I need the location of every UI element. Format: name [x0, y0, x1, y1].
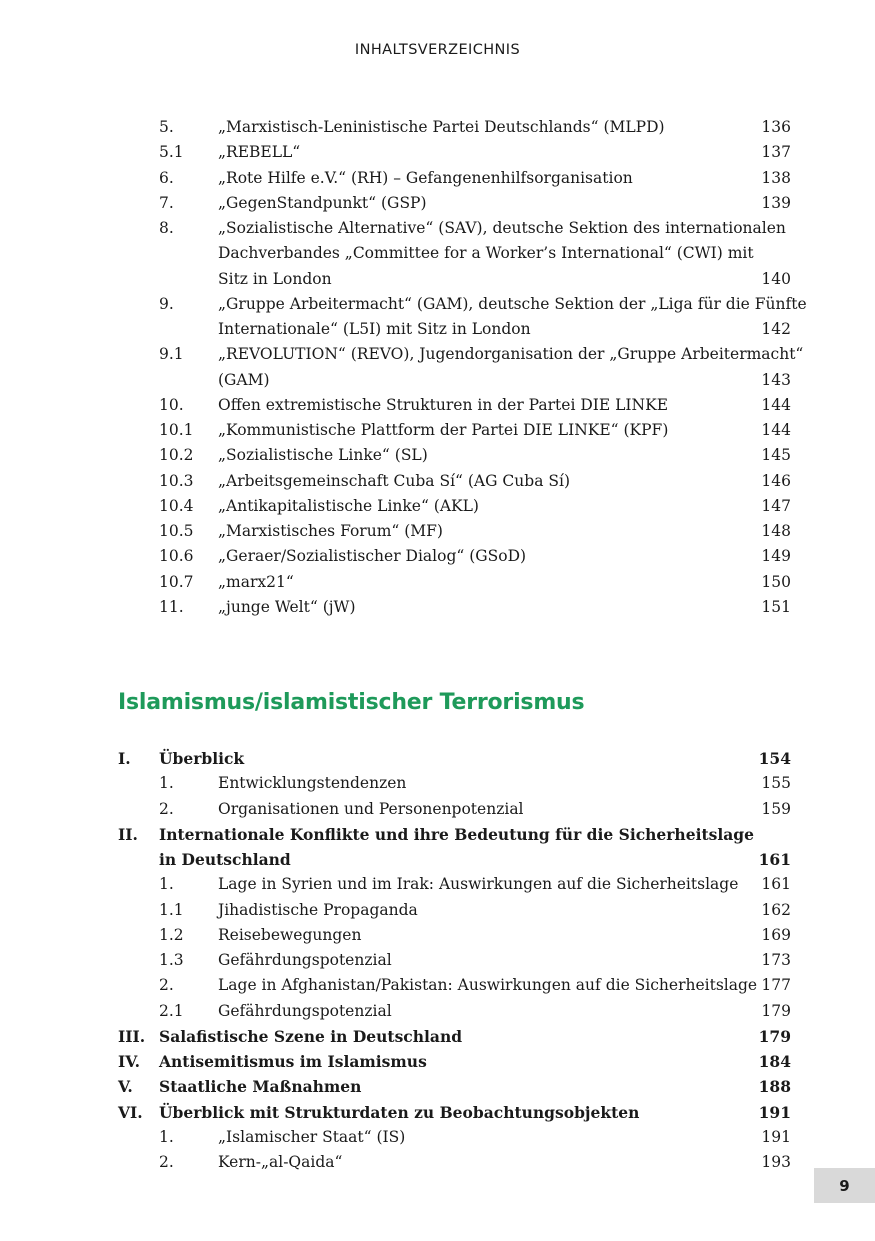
toc-entry-page: 149	[761, 547, 791, 566]
toc-entry	[0, 999, 875, 1024]
toc-entry-title: Sitz in London	[218, 269, 332, 288]
toc-entry-number: 6.	[159, 168, 174, 187]
toc-entry	[0, 746, 875, 771]
toc-entry-number: 1.	[159, 1127, 174, 1146]
toc-entry-number: 1.2	[159, 925, 184, 944]
toc-entry-number: 1.	[159, 875, 174, 894]
toc-entry	[0, 822, 875, 847]
toc-entry-page: 177	[761, 976, 791, 995]
toc-entry-title: Gefährdungspotenzial	[218, 951, 392, 969]
toc-entry-number: 10.4	[159, 496, 194, 515]
toc-entry-page: 147	[761, 496, 791, 515]
toc-entry-title: „Antikapitalistische Linke“ (AKL)	[218, 496, 479, 515]
toc-entry-page: 139	[761, 193, 791, 212]
toc-entry-page: 184	[758, 1052, 791, 1071]
toc-entry-title: Jihadistische Propaganda	[218, 900, 418, 919]
toc-entry	[0, 140, 875, 165]
toc-entry	[0, 1125, 875, 1150]
toc-entry-title: Staatliche Maßnahmen	[159, 1077, 362, 1097]
toc-entry-number: VI.	[118, 1102, 143, 1122]
section-heading: Islamismus/islamistischer Terrorismus	[118, 690, 585, 715]
toc-entry	[0, 1100, 875, 1125]
toc-entry	[0, 267, 875, 292]
toc-entry-page: 193	[761, 1153, 791, 1171]
toc-entry	[0, 1074, 875, 1099]
toc-entry-page: 151	[761, 597, 791, 616]
toc-entry-title: „Kommunistische Plattform der Partei DIE LINKE“ (KPF)	[218, 421, 669, 439]
toc-entry-number: 2.1	[159, 1001, 184, 1020]
toc-entry-title: Dachverbandes „Committee for a Worker’s International“ (CWI) mit	[218, 244, 754, 263]
toc-entry-title: Internationale“ (L5I) mit Sitz in London	[218, 320, 531, 338]
toc-entry-title: „Geraer/Sozialistischer Dialog“ (GSoD)	[218, 547, 527, 566]
toc-entry-number: 10.1	[159, 421, 194, 439]
toc-entry-page: 144	[761, 395, 791, 414]
toc-entry-title: „junge Welt“ (jW)	[218, 597, 356, 616]
toc-entry	[0, 292, 875, 317]
toc-entry-page: 162	[761, 900, 791, 919]
toc-entry-page: 146	[761, 471, 791, 490]
toc-entry	[0, 847, 875, 872]
toc-entry-title: „REBELL“	[218, 143, 301, 162]
running-head: INHALTSVERZEICHNIS	[354, 42, 521, 58]
toc-entry-number: IV.	[118, 1052, 140, 1071]
toc-entry-number: 9.1	[159, 345, 184, 364]
toc-entry	[0, 494, 875, 519]
toc-entry	[0, 469, 875, 494]
toc-entry-title: Lage in Afghanistan/Pakistan: Auswirkungen auf die Sicherheitslage	[218, 976, 758, 995]
toc-entry	[0, 771, 875, 796]
toc-entry	[0, 923, 875, 948]
toc-entry	[0, 115, 875, 140]
toc-entry-number: 2.	[159, 799, 174, 818]
toc-entry-title: Entwicklungstendenzen	[218, 774, 407, 793]
toc-entry-title: „GegenStandpunkt“ (GSP)	[218, 193, 427, 212]
toc-entry-number: V.	[118, 1077, 133, 1097]
toc-entry-page: 159	[761, 799, 791, 818]
toc-entry-number: 7.	[159, 193, 174, 212]
toc-entry-number: 10.	[159, 395, 184, 414]
toc-entry-title: Offen extremistische Strukturen in der Partei DIE LINKE	[218, 395, 669, 414]
toc-entry-title: „Arbeitsgemeinschaft Cuba Sí“ (AG Cuba Sí)	[218, 471, 570, 490]
toc-entry-title: Internationale Konflikte und ihre Bedeutung für die Sicherheitslage	[159, 824, 754, 844]
toc-entry-title: Antisemitismus im Islamismus	[159, 1052, 427, 1071]
toc-entry-title: in Deutschland	[159, 850, 291, 869]
page-number: 9	[814, 1168, 875, 1203]
toc-entry	[0, 393, 875, 418]
toc-entry-number: 2.	[159, 976, 174, 995]
toc-entry-title: „Sozialistische Alternative“ (SAV), deutsche Sektion des internationalen	[218, 219, 786, 237]
toc-entry	[0, 1024, 875, 1049]
toc-entry	[0, 342, 875, 367]
toc-entry	[0, 368, 875, 393]
toc-entry-number: 11.	[159, 597, 184, 616]
toc-entry-number: 10.3	[159, 471, 194, 490]
toc-entry	[0, 443, 875, 468]
toc-entry-title: Gefährdungspotenzial	[218, 1001, 392, 1020]
toc-entry	[0, 1049, 875, 1074]
toc-entry-page: 138	[761, 168, 791, 187]
toc-entry-number: 8.	[159, 219, 174, 237]
toc-entry-page: 191	[761, 1127, 791, 1146]
toc-entry	[0, 948, 875, 973]
toc-entry	[0, 519, 875, 544]
toc-entry-page: 140	[761, 269, 791, 288]
toc-entry-page: 169	[761, 925, 791, 944]
toc-entry-number: 1.	[159, 774, 174, 793]
toc-entry-title: „Marxistisches Forum“ (MF)	[218, 522, 443, 540]
toc-entry-title: Lage in Syrien und im Irak: Auswirkungen auf die Sicherheitslage	[218, 875, 739, 894]
toc-entry-number: 10.2	[159, 446, 194, 465]
toc-entry-title: „Rote Hilfe e.V.“ (RH) – Gefangenenhilfsorganisation	[218, 168, 633, 187]
toc-entry-page: 173	[761, 951, 791, 969]
toc-entry-page: 143	[761, 370, 791, 389]
toc-entry	[0, 166, 875, 191]
toc-entry-title: Kern-„al-Qaida“	[218, 1153, 343, 1171]
toc-entry-number: 10.6	[159, 547, 194, 566]
toc-entry-title: Überblick mit Strukturdaten zu Beobachtungsobjekten	[159, 1102, 640, 1122]
toc-entry-title: „REVOLUTION“ (REVO), Jugendorganisation der „Gruppe Arbeitermacht“	[218, 345, 804, 364]
toc-entry-page: 161	[761, 875, 791, 894]
toc-entry-number: 10.7	[159, 572, 194, 591]
toc-entry-title: „Marxistisch-Leninistische Partei Deutschlands“ (MLPD)	[218, 118, 665, 136]
toc-entry-page: 179	[758, 1026, 791, 1046]
toc-entry-number: 2.	[159, 1153, 174, 1171]
toc-entry	[0, 544, 875, 569]
toc-entry-number: 5.1	[159, 143, 184, 162]
toc-entry-page: 154	[758, 749, 791, 768]
toc-entry-page: 148	[761, 522, 791, 540]
toc-entry-page: 161	[758, 850, 791, 869]
toc-entry	[0, 570, 875, 595]
toc-entry-number: I.	[118, 749, 131, 768]
toc-entry	[0, 241, 875, 266]
toc-entry-title: Reisebewegungen	[218, 925, 362, 944]
toc-entry	[0, 797, 875, 822]
toc-entry-page: 137	[761, 143, 791, 162]
toc-entry-page: 191	[758, 1102, 791, 1122]
toc-entry	[0, 191, 875, 216]
toc-entry-page: 150	[761, 572, 791, 591]
toc-entry	[0, 1150, 875, 1175]
toc-entry-page: 144	[761, 421, 791, 439]
toc-entry-page: 179	[761, 1001, 791, 1020]
toc-entry-title: „Gruppe Arbeitermacht“ (GAM), deutsche Sektion der „Liga für die Fünfte	[218, 294, 807, 313]
toc-entry-number: 10.5	[159, 522, 194, 540]
toc-entry-number: 1.1	[159, 900, 184, 919]
toc-entry-title: „marx21“	[218, 572, 294, 591]
toc-entry-page: 145	[761, 446, 791, 465]
toc-entry-number: 5.	[159, 118, 174, 136]
toc-entry	[0, 898, 875, 923]
toc-entry	[0, 418, 875, 443]
toc-entry-title: Überblick	[159, 749, 245, 768]
toc-entry-page: 142	[761, 320, 791, 338]
toc-entry-number: 1.3	[159, 951, 184, 969]
toc-entry-title: Salafistische Szene in Deutschland	[159, 1026, 463, 1046]
toc-entry	[0, 216, 875, 241]
toc-entry-page: 136	[761, 118, 791, 136]
toc-entry	[0, 595, 875, 620]
toc-entry	[0, 872, 875, 897]
toc-entry-page: 188	[758, 1077, 791, 1097]
toc-entry	[0, 973, 875, 998]
toc-entry	[0, 317, 875, 342]
toc-entry-title: (GAM)	[218, 370, 270, 389]
toc-entry-title: „Sozialistische Linke“ (SL)	[218, 446, 428, 465]
toc-entry-page: 155	[761, 774, 791, 793]
toc-entry-title: „Islamischer Staat“ (IS)	[218, 1127, 406, 1146]
toc-entry-title: Organisationen und Personenpotenzial	[218, 799, 524, 818]
toc-entry-number: III.	[118, 1026, 146, 1046]
toc-entry-number: 9.	[159, 294, 174, 313]
toc-entry-number: II.	[118, 824, 138, 844]
